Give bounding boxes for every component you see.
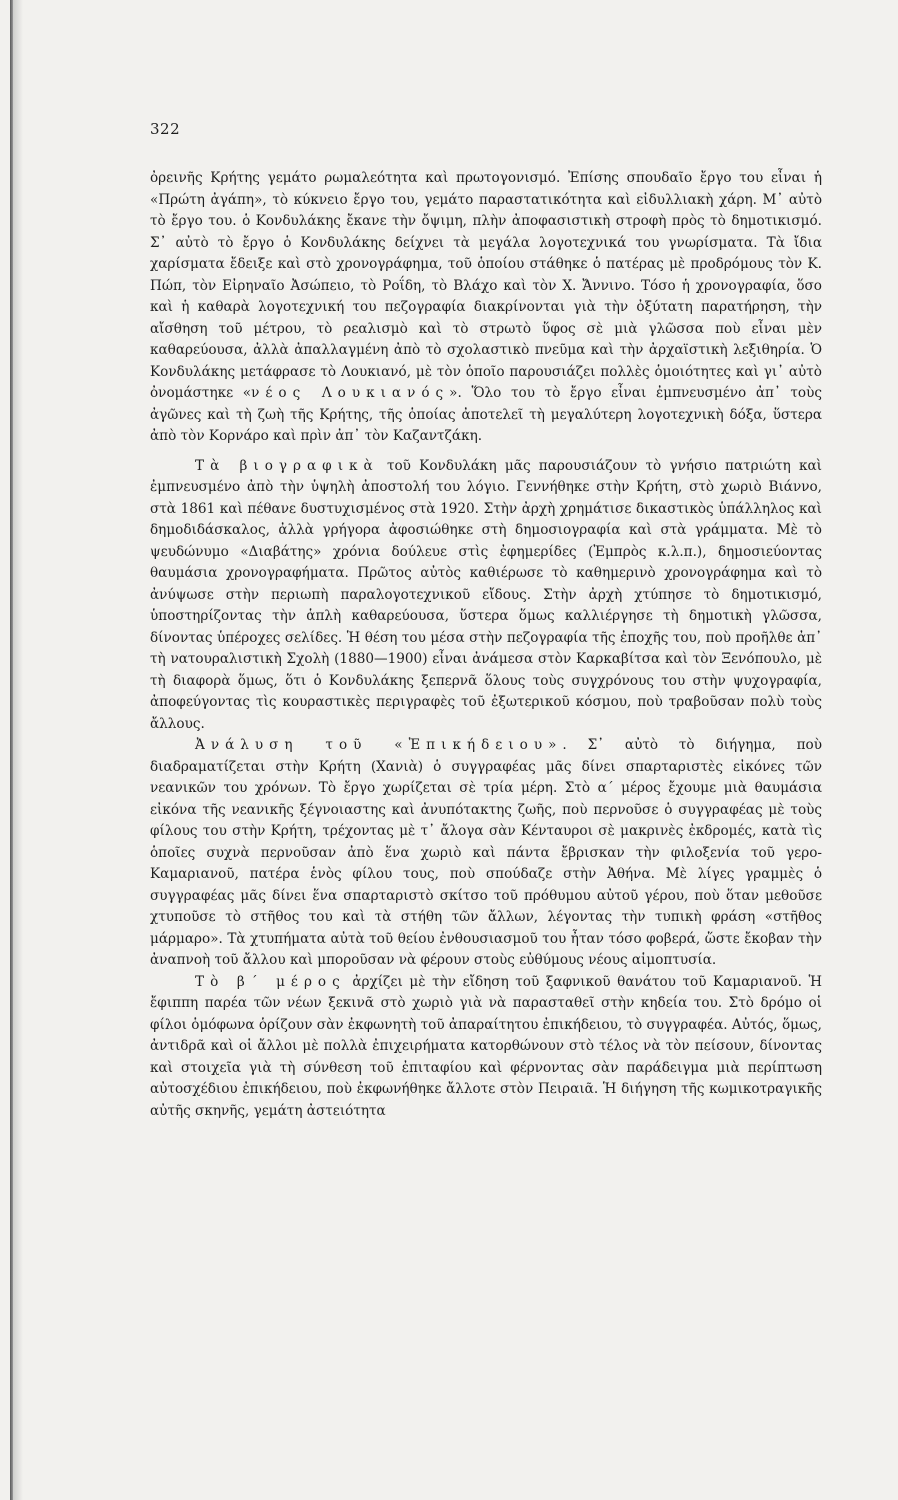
spaced-heading-text: νέος Λουκιανός xyxy=(251,385,450,401)
paragraph xyxy=(150,972,822,1123)
paragraph xyxy=(150,456,822,736)
text-segment: ἀρχίζει μὲ τὴν εἴδηση τοῦ ξαφνικοῦ θανάτου τοῦ Καμαριανοῦ. Ἡ ἔφιππη παρέα τῶν νέων ξεκινᾶ στὸ χωριὸ γιὰ νὰ παρασταθεῖ στὴν κηδεία του. Στὸ δρόμο οἱ φίλοι ὁμόφωνα ὁρίζουν σὰν ἐκφωνητὴ τοῦ ἀπαραίτητου ἐπικήδειου, τὸ συγγραφέα. Αὐτός, ὅμως, ἀντιδρᾶ καὶ οἱ ἄλλοι μὲ πολλὰ ἐπιχειρήματα κατορθώνουν στὸ τέλος νὰ τὸν πείσουν, δίνοντας καὶ στοιχεῖα γιὰ τὴ σύνθεση τοῦ ἐπιταφίου καὶ φέρνοντας σὰν παράδειγμα μιὰ περίπτωση αὐτοσχέδιου ἐπικήδειου, ποὺ ἐκφωνήθηκε ἄλλοτε στὸν Πειραιᾶ. Ἡ διήγηση τῆς κωμικοτραγικῆς αὐτῆς σκηνῆς, γεμάτη ἀστειότητα xyxy=(150,973,822,1119)
body-text xyxy=(150,168,822,1122)
paragraph xyxy=(150,168,822,448)
text-segment: τοῦ Κονδυλάκη μᾶς παρουσιάζουν τὸ γνήσιο πατριώτη καὶ ἐμπνευσμένο ἀπὸ τὴν ὑψηλὴ ἀποστολή του λόγιο. Γεννήθηκε στὴν Κρήτη, στὸ χωριὸ Βιάννο, στὰ 1861 καὶ πέθανε δυστυχισμένος στὰ 1920. Στὴν ἀρχὴ χρημάτισε δικαστικὸς ὑπάλληλος καὶ δημοδιδάσκαλος, ἀλλὰ γρήγορα ἀφοσιώθηκε στὴ δημοσιογραφία καὶ στὰ γράμματα. Μὲ τὸ ψευδώνυμο «Διαβάτης» χρόνια δούλευε στὶς ἐφημερίδες (Ἐμπρὸς κ.λ.π.), δημοσιεύοντας θαυμάσια χρονογραφήματα. Πρῶτος αὐτὸς καθιέρωσε τὸ καθημερινὸ χρονογράφημα καὶ τὸ ἀνύψωσε στὴν περιωπὴ παραλογοτεχνικοῦ εἴδους. Στὴν ἀρχὴ χτύπησε τὸ δημοτικισμό, ὑποστηρίζοντας τὴν ἁπλὴ καθαρεύουσα, ὕστερα ὅμως καλλιέργησε τὴ δημοτικὴ γλῶσσα, δίνοντας ὑπέροχες σελίδες. Ἡ θέση του μέσα στὴν πεζογραφία τῆς ἐποχῆς του, ποὺ προῆλθε ἀπ᾽ τὴ νατουραλιστικὴ Σχολὴ (1880—1900) εἶναι ἀνάμεσα στὸν Καρκαβίτσα καὶ τὸν Ξενόπουλο, μὲ τὴ διαφορὰ ὅμως, ὅτι ὁ Κονδυλάκης ξεπερνᾶ ὅλους τοὺς συγχρόνους του στὴν ψυχογραφία, ἀποφεύγοντας τὶς κουραστικὲς περιγραφὲς τοῦ ἐξωτερικοῦ κόσμου, ποὺ τραβοῦσαν πολὺ τοὺς ἄλλους. xyxy=(150,457,822,732)
page-number: 322 xyxy=(150,120,181,138)
page-edge-shadow xyxy=(13,0,23,1500)
spaced-heading-text: Τὸ β΄ μέρος xyxy=(195,973,346,990)
text-segment: ὀρεινῆς Κρήτης γεμάτο ρωμαλεότητα καὶ πρωτογονισμό. Ἐπίσης σπουδαῖο ἔργο του εἶναι ἡ «Πρώτη ἀγάπη», τὸ κύκνειο ἔργο του, γεμάτο παραστατικότητα καὶ εἰδυλλιακὴ χάρη. Μ᾽ αὐτὸ τὸ ἔργο του. ὁ Κονδυλάκης ἔκανε τὴν ὄψιμη, πλὴν ἀποφασιστικὴ στροφὴ πρὸς τὸ δημοτικισμό. Σ᾽ αὐτὸ τὸ ἔργο ὁ Κονδυλάκης δείχνει τὰ μεγάλα λογοτεχνικά του γνωρίσματα. Τὰ ἴδια χαρίσματα ἔδειξε καὶ στὸ χρονογράφημα, τοῦ ὁποίου στάθηκε ὁ πατέρας μὲ προδρόμους τὸν Κ. Πώπ, τὸν Εἰρηναῖο Ἀσώπειο, τὸ Ροΐδη, τὸ Βλάχο καὶ τὸν Χ. Ἄννινο. Τόσο ἡ χρονογραφία, ὅσο καὶ ἡ καθαρὰ λογοτεχνική του πεζογραφία διακρίνονται γιὰ τὴν ὀξύτατη παρατήρηση, τὴν αἴσθηση τοῦ μέτρου, τὸ ρεαλισμὸ καὶ τὸ στρωτὸ ὕφος σὲ μιὰ γλῶσσα ποὺ εἶναι μὲν καθαρεύουσα, ἀλλὰ ἀπαλλαγμένη ἀπὸ τὸ σχολαστικὸ πνεῦμα καὶ τὴν ἀρχαϊστικὴ λεξιθηρία. Ὁ Κονδυλάκης μετάφρασε τὸ Λουκιανό, μὲ τὸν ὁποῖο παρουσιάζει πολλὲς ὁμοιότητες καὶ γι᾽ αὐτὸ ὀνομάστηκε « xyxy=(150,170,822,401)
spaced-heading-text: Ἀνάλυση τοῦ «Ἐπικήδειου» xyxy=(195,737,563,753)
text-segment: . Σ᾽ αὐτὸ τὸ διήγημα, ποὺ διαδραματίζεται στὴν Κρήτη (Χανιὰ) ὁ συγγραφέας μᾶς δίνει σπαρταριστὲς εἰκόνες τῶν νεανικῶν του χρόνων. Τὸ ἔργο χωρίζεται σὲ τρία μέρη. Στὸ α΄ μέρος ἔχουμε μιὰ θαυμάσια εἰκόνα τῆς νεανικῆς ξέγνοιαστης καὶ ἀνυπότακτης ζωῆς, ποὺ περνοῦσε ὁ συγγραφέας μὲ τοὺς φίλους του στὴν Κρήτη, τρέχοντας μὲ τ᾽ ἄλογα σὰν Κένταυροι σὲ μακρινὲς ἐκδρομές, κατὰ τὶς ὁποῖες συχνὰ περνοῦσαν ἀπὸ ἕνα χωριὸ καὶ πάντα ἔβρισκαν τὴν φιλοξενία τοῦ γερο-Καμαριανοῦ, πατέρα ἑνὸς φίλου τους, ποὺ σπούδαζε στὴν Ἀθήνα. Μὲ λίγες γραμμὲς ὁ συγγραφέας μᾶς δίνει ἕνα σπαρταριστὸ σκίτσο τοῦ πρόθυμου αὐτοῦ γέρου, ποὺ ὅταν μεθοῦσε χτυποῦσε τὸ στῆθος του καὶ τὰ στήθη τῶν ἄλλων, λέγοντας τὴν τυπικὴ φράση «στῆθος μάρμαρο». Τὰ χτυπήματα αὐτὰ τοῦ θείου ἐνθουσιασμοῦ του ἦταν τόσο φοβερά, ὥστε ἔκοβαν τὴν ἀναπνοὴ τοῦ ἄλλου καὶ μποροῦσαν νὰ φέρουν στοὺς εὐθύμους νέους αἱμοπτυσία. xyxy=(150,737,822,968)
paragraph xyxy=(150,735,822,972)
text-segment: ». Ὅλο του τὸ ἔργο εἶναι ἐμπνευσμένο ἀπ᾽ τοὺς ἀγῶνες καὶ τὴ ζωὴ τῆς Κρήτης, τῆς ὁποίας ἀποτελεῖ τὴ μεγαλύτερη λογοτεχνικὴ δόξα, ὕστερα ἀπὸ τὸν Κορνάρο καὶ πρὶν ἀπ᾽ τὸν Καζαντζάκη. xyxy=(150,385,822,444)
spaced-heading-text: Τὰ βιογραφικὰ xyxy=(195,457,379,474)
